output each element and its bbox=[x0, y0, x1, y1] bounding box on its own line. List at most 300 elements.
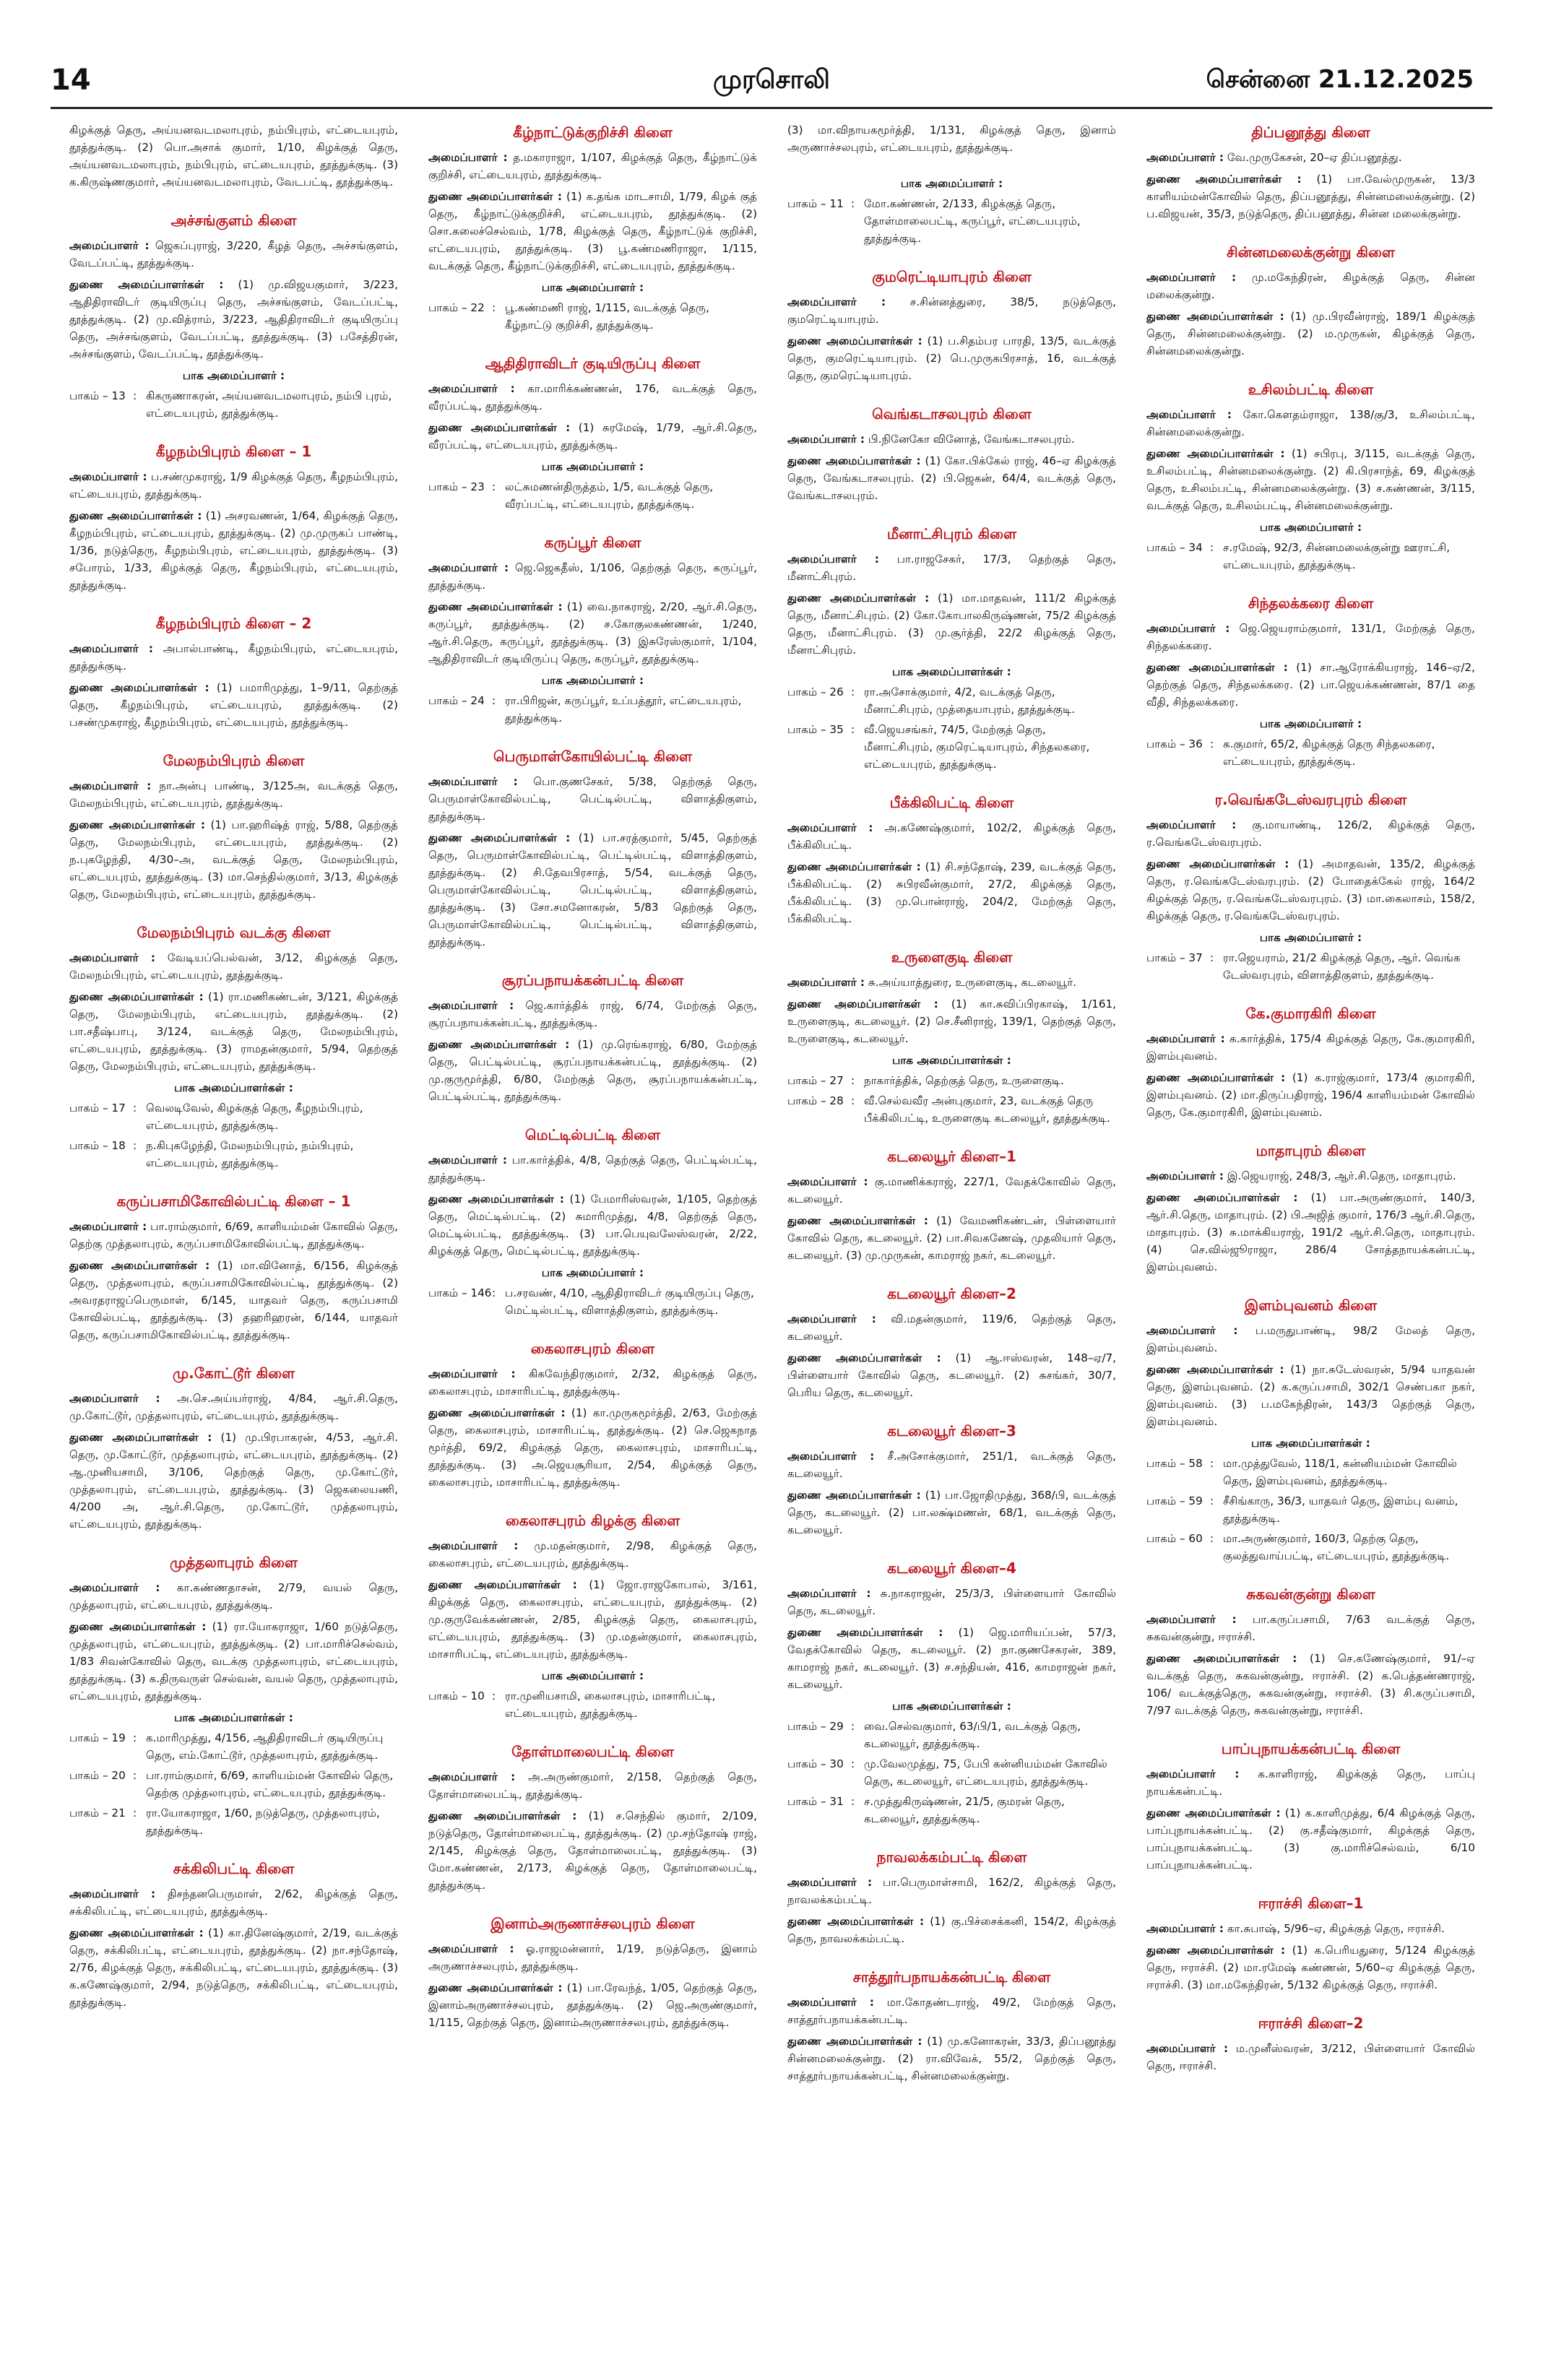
booth-number: பாகம் – 29 bbox=[787, 1720, 844, 1733]
organizer-name: ப.மருதுபாண்டி, 98/2 மேலத் தெரு, இளம்புவனம். bbox=[1146, 1324, 1475, 1354]
booth-name: பா.ராம்குமார், 6/69, காளியம்மன் கோவில் தெரு, தெற்கு முத்தலாபுரம், எட்டையபுரம், தூத்துக்குடி. bbox=[146, 1769, 394, 1799]
organizer-entry bbox=[1146, 1611, 1475, 1645]
page-header bbox=[0, 0, 1543, 101]
deputy-names: (1) மு.பிரபாகரன், 4/53, ஆர்.சி. தெரு, மு.கோட்டூர், முத்தலாபுரம், எட்டையபுரம், தூத்துக்குடி. (2) ஆ.முனியசாமி, 3/106, தெற்குத் தெரு, மு.கோட்டூர், முத்தலாபுரம், எட்டையபுரம், தூத்துக்குடி. (3) ஜெகலையணி, 4/200 அ, ஆர்.சி.தெரு, மு.கோட்டூர், முத்தலாபுரம், எட்டையபுரம், தூத்துக்குடி. bbox=[69, 1431, 398, 1531]
deputy-label: துணை அமைப்பாளர்கள் : bbox=[428, 1193, 564, 1206]
organizer-name: பா.கருப்பசாமி, 7/63 வடக்குத் தெரு, சுகவன்குன்று, ஈராச்சி. bbox=[1146, 1613, 1475, 1643]
branch-section bbox=[787, 946, 1116, 1127]
deputy-label: துணை அமைப்பாளர்கள் : bbox=[69, 1431, 212, 1444]
deputy-label: துணை அமைப்பாளர்கள் : bbox=[69, 990, 204, 1003]
booth-row bbox=[69, 387, 398, 422]
organizer-entry bbox=[787, 1585, 1116, 1619]
booth-name: ச.முத்துகிருஷ்ணன், 21/5, குமரன் தெரு, கடலையூர், தூத்துக்குடி. bbox=[864, 1795, 1065, 1825]
booth-number: பாகம் – 22 bbox=[428, 301, 485, 314]
organizer-name: கு.மாணிக்கராஜ், 227/1, வேதக்கோவில் தெரு, கடலையூர். bbox=[787, 1175, 1116, 1206]
organizer-entry bbox=[69, 237, 398, 272]
deputy-entry bbox=[787, 332, 1116, 384]
deputy-label: துணை அமைப்பாளர்கள் : bbox=[428, 1809, 577, 1822]
organizer-label: அமைப்பாளர் : bbox=[1146, 151, 1224, 164]
organizer-entry bbox=[428, 1365, 757, 1400]
booth-row bbox=[428, 1284, 757, 1319]
organizer-entry bbox=[69, 1579, 398, 1614]
deputy-label: துணை அமைப்பாளர்கள் : bbox=[787, 998, 938, 1011]
deputy-label: துணை அமைப்பாளர்கள் : bbox=[1146, 310, 1284, 323]
deputy-entry bbox=[428, 1036, 757, 1105]
continued-text: கிழக்குத் தெரு, அய்யனவடமலாபுரம், நம்பிபுரம், எட்டையபுரம், தூத்துக்குடி. (2) பொ.அசாக் குமார், 1/10, கிழக்குத் தெரு, அய்யனவடமலாபுரம், நம்பிபுரம், எட்டையபுரம், தூத்துக்குடி. (3) க.கிருஷ்ணகுமார், அய்யனவடமலாபுரம், வேடபட்டி, தூத்துக்குடி. bbox=[69, 124, 398, 189]
deputy-entry bbox=[69, 1257, 398, 1343]
booth-row bbox=[69, 1099, 398, 1134]
organizer-label: அமைப்பாளர் : bbox=[1146, 1767, 1240, 1780]
organizer-entry bbox=[69, 1390, 398, 1424]
deputy-entry bbox=[787, 1487, 1116, 1539]
branch-section bbox=[787, 1966, 1116, 2085]
deputy-names: (1) மா.மாதவன், 111/2 கிழக்குத் தெரு, மீனாட்சிபுரம். (2) கோ.கோபாலகிருஷ்ணன், 75/2 கிழக்குத் தெரு, மீனாட்சிபுரம். (3) மு.சூர்த்தி, 22/2 கிழக்குத் தெரு, மீனாட்சிபுரம். bbox=[787, 592, 1116, 657]
organizer-entry bbox=[69, 1885, 398, 1920]
booth-heading: பாக அமைப்பாளர் : bbox=[541, 460, 644, 473]
booth-name: க.மாரிமுத்து, 4/156, ஆதிதிராவிடர் குடியிருப்பு தெரு, எம்.கோட்டூர், முத்தலாபுரம், தூத்துக்குடி. bbox=[146, 1731, 384, 1762]
branch-title: கைலாசபுரம் கிழக்கு கிளை bbox=[505, 1512, 680, 1529]
header-divider bbox=[51, 107, 1492, 109]
branch-title: குமரெட்டியாபுரம் கிளை bbox=[872, 268, 1032, 285]
booth-number: பாகம் – 59 bbox=[1146, 1494, 1203, 1507]
deputy-label: துணை அமைப்பாளர்கள் : bbox=[69, 1620, 207, 1633]
booth-colon: : bbox=[1210, 1457, 1214, 1470]
organizer-name: இ.ஜெயராஜ், 248/3, ஆர்.சி.தெரு, மாதாபுரம். bbox=[1227, 1169, 1456, 1182]
organizer-label: அமைப்பாளர் : bbox=[1146, 1324, 1238, 1337]
organizer-label: அமைப்பாளர் : bbox=[69, 470, 147, 483]
branch-section bbox=[69, 209, 398, 422]
organizer-label: அமைப்பாளர் : bbox=[787, 295, 886, 308]
branch-title: தோள்மாலைபட்டி கிளை bbox=[511, 1743, 674, 1760]
booth-row bbox=[787, 195, 1116, 247]
booth-heading: பாக அமைப்பாளர்கள் : bbox=[174, 1711, 293, 1724]
booth-number: பாகம் – 24 bbox=[428, 694, 485, 707]
booth-row bbox=[428, 299, 757, 334]
branch-title: ர.வெங்கடேஸ்வரபுரம் கிளை bbox=[1214, 791, 1407, 808]
column-2 bbox=[428, 121, 757, 2360]
branch-title: மீனாட்சிபுரம் கிளை bbox=[886, 525, 1017, 542]
deputy-entry bbox=[787, 858, 1116, 927]
booth-colon: : bbox=[133, 1769, 137, 1782]
organizer-entry bbox=[69, 468, 398, 503]
deputy-entry bbox=[1146, 1361, 1475, 1430]
deputy-label: துணை அமைப்பாளர்கள் : bbox=[787, 454, 921, 467]
organizer-name: க.கார்த்திக், 175/4 கிழக்குத் தெரு, கே.குமாரகிரி, இளம்புவனம். bbox=[1146, 1032, 1475, 1063]
organizer-label: அமைப்பாளர் : bbox=[428, 999, 514, 1012]
branch-title: கீழநம்பிபுரம் கிளை – 2 bbox=[155, 615, 312, 632]
branch-title: உசிலம்பட்டி கிளை bbox=[1248, 381, 1374, 398]
deputy-label: துணை அமைப்பாளர்கள் : bbox=[787, 334, 922, 347]
branch-section bbox=[1146, 789, 1475, 984]
booth-name: வை.செல்வகுமார், 63/பி/1, வடக்குத் தெரு, கடலையூர், தூத்துக்குடி. bbox=[864, 1720, 1081, 1750]
deputy-names: (1) மு.பிரவீன்ராஜ், 189/1 கிழக்குத் தெரு, சின்னமலைக்குன்று. (2) ம.முருகன், கிழக்குத் தெரு, சின்னமலைக்குன்று. bbox=[1146, 310, 1475, 358]
booth-number: பாகம் – 19 bbox=[69, 1731, 126, 1744]
booth-row bbox=[787, 1793, 1116, 1827]
deputy-entry bbox=[787, 589, 1116, 659]
organizer-name: கா.கண்ணதாசன், 2/79, வயல் தெரு, முத்தலாபுரம், எட்டையபுரம், தூத்துக்குடி. bbox=[69, 1581, 398, 1611]
booth-heading: பாக அமைப்பாளர் : bbox=[541, 281, 644, 294]
organizer-name: அ.அருண்குமார், 2/158, தெற்குத் தெரு, தோள்மாலைபட்டி, தூத்துக்குடி. bbox=[428, 1770, 757, 1801]
booth-number: பாகம் – 18 bbox=[69, 1139, 126, 1152]
deputy-names: (1) பா.ஜோதிமுத்து, 368/பி, வடக்குத் தெரு, கடலையூர். (2) பா.லக்ஷ்மணன், 68/1, வடக்குத் தெரு, கடலையூர். bbox=[787, 1489, 1116, 1536]
organizer-entry bbox=[428, 997, 757, 1031]
news-columns bbox=[69, 121, 1479, 2360]
branch-title: சுகவன்குன்று கிளை bbox=[1246, 1585, 1375, 1603]
branch-section bbox=[69, 441, 398, 594]
branch-section bbox=[69, 1858, 398, 2011]
branch-section bbox=[428, 532, 757, 727]
deputy-names: (1) ஜெ.மாரியப்பன், 57/3, வேதக்கோவில் தெரு, கடலையூர். (2) நா.குணசேகரன், 389, காமராஜ் நகர், கடலையூர். (3) ச.சந்தியன், 416, காமராஜன் நகர், கடலையூர். bbox=[787, 1626, 1116, 1691]
organizer-label: அமைப்பாளர் : bbox=[1146, 1922, 1224, 1935]
deputy-entry bbox=[428, 1190, 757, 1260]
booth-row bbox=[1146, 1492, 1475, 1527]
booth-heading: பாக அமைப்பாளர் : bbox=[1259, 931, 1362, 944]
organizer-label: அமைப்பாளர் : bbox=[428, 151, 508, 164]
branch-title: பாப்புநாயக்கன்பட்டி கிளை bbox=[1221, 1740, 1401, 1757]
branch-section bbox=[787, 1557, 1116, 1827]
deputy-entry bbox=[428, 1576, 757, 1663]
booth-row bbox=[69, 1137, 398, 1172]
booth-name: க.குமார், 65/2, கிழக்குத் தெரு சிந்தலகரை, எட்டையபுரம், தூத்துக்குடி. bbox=[1223, 737, 1435, 768]
organizer-name: சு.அய்யாத்துரை, உருளைகுடி, கடலையூர். bbox=[868, 976, 1077, 989]
booth-row bbox=[1146, 539, 1475, 574]
deputy-entry bbox=[69, 1618, 398, 1705]
organizer-name: பா.பெருமாள்சாமி, 162/2, கிழக்குத் தெரு, நாவலக்கம்பட்டி. bbox=[787, 1876, 1116, 1906]
organizer-label: அமைப்பாளர் : bbox=[1146, 818, 1237, 831]
booth-heading: பாக அமைப்பாளர் : bbox=[900, 177, 1003, 190]
booth-name: நாகார்த்திக், தெற்குத் தெரு, உருளைகுடி. bbox=[864, 1074, 1064, 1087]
booth-row bbox=[787, 1755, 1116, 1790]
booth-number: பாகம் – 26 bbox=[787, 685, 844, 698]
deputy-names: (1) அமாதவன், 135/2, கிழக்குத் தெரு, ர.வெங்கடேஸ்வரபுரம். (2) போதைக்கேல் ராஜ், 164/2 கிழக்குத் தெரு, ர.வெங்கடேஸ்வரபுரம். (3) மா.கைலாசம், 158/2, கிழக்குத் தெரு, ர.வெங்கடேஸ்வரபுரம். bbox=[1146, 857, 1475, 922]
deputy-label: துணை அமைப்பாளர்கள் : bbox=[787, 1489, 921, 1502]
booth-colon: : bbox=[492, 301, 496, 314]
branch-section bbox=[428, 1741, 757, 1894]
branch-section bbox=[428, 352, 757, 513]
organizer-label: அமைப்பாளர் : bbox=[787, 433, 865, 446]
branch-section bbox=[1146, 1583, 1475, 1719]
dateline: சென்னை 21.12.2025 bbox=[1206, 65, 1474, 94]
booth-name: ந.கிபுகழேந்தி, மேலநம்பிபுரம், நம்பிபுரம், எட்டையபுரம், தூத்துக்குடி. bbox=[146, 1139, 354, 1169]
deputy-label: துணை அமைப்பாளர்கள் : bbox=[1146, 857, 1289, 870]
organizer-label: அமைப்பாளர் : bbox=[787, 1876, 873, 1889]
organizer-name: ப.சண்முகராஜ், 1/9 கிழக்குத் தெரு, கீழநம்பிபுரம், எட்டையபுரம், தூத்துக்குடி. bbox=[69, 470, 398, 501]
deputy-names: (1) செ.கணேஷ்குமார், 91/–ஏ வடக்குத் தெரு, சுகவன்குன்று, ஈராச்சி. (2) க.பெத்தண்ணராஜ், 106/ வடக்குத்தெரு, சுகவன்குன்று, ஈராச்சி. (3) சி.கருப்பசாமி, 7/97 வடக்குத் தெரு, சுகவன்குன்று, ஈராச்சி. bbox=[1146, 1652, 1475, 1717]
organizer-name: கு.மாயாண்டி, 126/2, கிழக்குத் தெரு, ர.வெங்கடேஸ்வரபுரம். bbox=[1146, 818, 1475, 849]
organizer-entry bbox=[787, 430, 1116, 448]
branch-section bbox=[787, 523, 1116, 773]
deputy-entry bbox=[428, 829, 757, 951]
organizer-name: ச.சின்னத்துரை, 38/5, நடுத்தெரு, குமரெட்டியாபுரம். bbox=[787, 295, 1116, 326]
booth-heading: பாக அமைப்பாளர்கள் : bbox=[892, 1700, 1011, 1713]
booth-number: பாகம் – 11 bbox=[787, 197, 844, 210]
organizer-name: கிகவேந்திரகுமார், 2/32, கிழக்குத் தெரு, கைலாசபுரம், மாசாரிபட்டி, தூத்துக்குடி. bbox=[428, 1367, 757, 1398]
deputy-names: (1) நா.சுடேஸ்வரன், 5/94 யாதவன் தெரு, இளம்புவனம். (2) க.கருப்பசாமி, 302/1 செண்பகா நகர், இளம்புவனம். (3) ப.மகேந்திரன், 143/3 தெற்குத் தெரு, இளம்புவனம். bbox=[1146, 1363, 1475, 1428]
booth-row bbox=[428, 1687, 757, 1722]
branch-section bbox=[69, 613, 398, 731]
branch-section bbox=[787, 1846, 1116, 1947]
deputy-names: (1) ப.சிதம்பர பாரதி, 13/5, வடக்குத் தெரு, குமரெட்டியாபுரம். (2) பெ.முருகபிரசாத், 16, வடக்குத் தெரு, குமரெட்டியாபுரம். bbox=[787, 334, 1116, 382]
organizer-entry bbox=[428, 1940, 757, 1975]
branch-title: மு.கோட்டூர் கிளை bbox=[172, 1364, 295, 1382]
booth-colon: : bbox=[851, 1795, 855, 1808]
branch-title: கடலையூர் கிளை–3 bbox=[887, 1422, 1016, 1440]
organizer-label: அமைப்பாளர் : bbox=[69, 1887, 156, 1900]
deputy-entry bbox=[69, 679, 398, 731]
branch-title: திப்பனூத்து கிளை bbox=[1251, 124, 1370, 141]
organizer-entry bbox=[787, 1994, 1116, 2028]
organizer-name: ம.முனீஸ்வரன், 3/212, பிள்ளையார் கோவில் தெரு, ஈராச்சி. bbox=[1146, 2042, 1475, 2072]
branch-title: ஆதிதிராவிடர் குடியிருப்பு கிளை bbox=[485, 355, 701, 372]
branch-section bbox=[69, 750, 398, 903]
branch-title: கே.குமாரகிரி கிளை bbox=[1245, 1005, 1376, 1022]
deputy-label: துணை அமைப்பாளர்கள் : bbox=[787, 592, 930, 605]
booth-colon: : bbox=[133, 1806, 137, 1819]
booth-colon: : bbox=[851, 723, 855, 736]
booth-number: பாகம் – 20 bbox=[69, 1769, 126, 1782]
organizer-entry bbox=[1146, 2040, 1475, 2074]
branch-section bbox=[69, 1552, 398, 1839]
deputy-entry bbox=[787, 995, 1116, 1047]
organizer-name: ஜெ.ஜெயராம்குமார், 131/1, மேற்குத் தெரு, சிந்தலக்கரை. bbox=[1146, 622, 1475, 652]
booth-colon: : bbox=[492, 694, 496, 707]
branch-section bbox=[1146, 378, 1475, 574]
booth-name: மோ.கண்ணன், 2/133, கிழக்குத் தெரு, தோள்மாலைபட்டி, கருப்பூர், எட்டையபுரம், தூத்துக்குடி. bbox=[864, 197, 1081, 245]
deputy-label: துணை அமைப்பாளர்கள் : bbox=[428, 1406, 566, 1419]
booth-name: மு.வேலமுத்து, 75, பேபி கன்னியம்மன் கோவில் தெரு, கடலையூர், எட்டையபுரம், தூத்துக்குடி. bbox=[864, 1757, 1107, 1788]
deputy-label: துணை அமைப்பாளர்கள் : bbox=[69, 1926, 204, 1939]
organizer-label: அமைப்பாளர் : bbox=[69, 951, 155, 964]
booth-name: ரா.யோகராஜா, 1/60, நடுத்தெரு, முத்தலாபுரம், தூத்துக்குடி. bbox=[146, 1806, 380, 1837]
booth-number: பாகம் – 21 bbox=[69, 1806, 126, 1819]
organizer-label: அமைப்பாளர் : bbox=[69, 1220, 147, 1233]
booth-name: ரா.அசோக்குமார், 4/2, வடக்குத் தெரு, மீனாட்சிபுரம், முத்தையாபுரம், தூத்துக்குடி. bbox=[864, 685, 1076, 716]
branch-title: சக்கிலிபட்டி கிளை bbox=[173, 1860, 295, 1877]
organizer-label: அமைப்பாளர் : bbox=[69, 779, 152, 792]
booth-number: பாகம் – 27 bbox=[787, 1074, 844, 1087]
continued-text: (3) மா.விநாயகமூர்த்தி, 1/131, கிழக்குத் தெரு, இனாம் அருணாச்சலபுரம், எட்டையபுரம், தூத்துக்குடி. bbox=[787, 124, 1116, 154]
deputy-entry bbox=[1146, 1650, 1475, 1719]
branch-title: கருப்பசாமிகோவில்பட்டி கிளை – 1 bbox=[116, 1193, 351, 1210]
organizer-label: அமைப்பாளர் : bbox=[787, 1996, 874, 2009]
branch-title: வெங்கடாசலபுரம் கிளை bbox=[872, 405, 1032, 423]
deputy-names: (1) க.பெரியதுரை, 5/124 கிழக்குத் தெரு, ஈராச்சி. (2) மா.ரமேஷ் கண்ணன், 5/60–ஏ கிழக்குத் தெரு, ஈராச்சி. (3) மா.மகேந்திரன், 5/132 கிழக்குத் தெரு, ஈராச்சி. bbox=[1146, 1944, 1475, 1991]
deputy-entry bbox=[428, 1979, 757, 2031]
booth-colon: : bbox=[492, 480, 496, 493]
booth-name: ரா.ஜெயராம், 21/2 கிழக்குத் தெரு, ஆர். வெங்க டேஸ்வரபுரம், விளாத்திகுளம், தூத்துக்குடி. bbox=[1223, 951, 1461, 982]
organizer-label: அமைப்பாளர் : bbox=[1146, 1613, 1237, 1626]
deputy-entry bbox=[787, 2033, 1116, 2085]
booth-heading: பாக அமைப்பாளர்கள் : bbox=[892, 665, 1011, 678]
branch-section bbox=[428, 1124, 757, 1319]
deputy-names: (1) மு.ரெங்கராஜ், 6/80, மேற்குத் தெரு, பெட்டில்பட்டி, சூரப்பநாயக்கன்பட்டி, தூத்துக்குடி. (2) மு.குருமூர்த்தி, 6/80, மேற்குத் தெரு, சூரப்பநாயக்கன்பட்டி, பெட்டில்பட்டி, தூத்துக்குடி. bbox=[428, 1038, 757, 1103]
branch-section bbox=[1146, 2012, 1475, 2074]
organizer-entry bbox=[1146, 816, 1475, 851]
deputy-label: துணை அமைப்பாளர்கள் : bbox=[428, 1038, 570, 1051]
deputy-entry bbox=[69, 988, 398, 1075]
branch-section bbox=[69, 1190, 398, 1343]
organizer-entry bbox=[787, 550, 1116, 585]
organizer-entry bbox=[69, 949, 398, 984]
deputy-label: துணை அமைப்பாளர்கள் : bbox=[69, 681, 209, 694]
organizer-entry bbox=[428, 1151, 757, 1186]
organizer-entry bbox=[69, 640, 398, 675]
deputy-names: (1) சுரமேஷ், 1/79, ஆர்.சி.தெரு, வீரப்பட்டி, எட்டையபுரம், தூத்துக்குடி. bbox=[428, 421, 757, 451]
branch-section bbox=[1146, 121, 1475, 222]
organizer-label: அமைப்பாளர் : bbox=[69, 1581, 160, 1594]
booth-name: மா.முத்துவேல், 118/1, கன்னியம்மன் கோவில் தெரு, இளம்புவனம், தூத்துக்குடி. bbox=[1223, 1457, 1457, 1487]
deputy-entry bbox=[1146, 1804, 1475, 1874]
organizer-entry bbox=[69, 1218, 398, 1252]
branch-title: கருப்பூர் கிளை bbox=[544, 534, 641, 551]
branch-section bbox=[428, 1338, 757, 1491]
branch-title: இனாம்அருணாச்சலபுரம் கிளை bbox=[490, 1915, 695, 1932]
organizer-entry bbox=[787, 974, 1116, 991]
branch-section bbox=[1146, 1294, 1475, 1565]
organizer-name: நா.அன்பு பாண்டி, 3/125அ, வடக்குத் தெரு, மேலநம்பிபுரம், எட்டையபுரம், தூத்துக்குடி. bbox=[69, 779, 398, 810]
organizer-name: கா.சுபாஷ், 5/96–ஏ, கிழக்குத் தெரு, ஈராச்சி. bbox=[1227, 1922, 1445, 1935]
deputy-names: (1) கா.தினேஷ்குமார், 2/19, வடக்குத் தெரு, சக்கிலிபட்டி, எட்டையபுரம், தூத்துக்குடி. (2) நா.சந்தோஷ், 2/76, கிழக்குத் தெரு, சக்கிலிபட்டி, எட்டையபுரம், தூத்துக்குடி. (3) க.கணேஷ்குமார், 2/94, நடுத்தெரு, சக்கிலிபட்டி, எட்டையபுரம், தூத்துக்குடி. bbox=[69, 1926, 398, 2009]
organizer-name: வேடியப்பெல்வன், 3/12, கிழக்குத் தெரு, மேலநம்பிபுரம், எட்டையபுரம், தூத்துக்குடி. bbox=[69, 951, 398, 982]
deputy-names: (1) ஆ.ஈஸ்வரன், 148–ஏ/7, பிள்ளையார் கோவில் தெரு, கடலையூர். (2) சுசங்கர், 30/7, பெரிய தெரு, கடலையூர். bbox=[787, 1351, 1116, 1399]
deputy-entry bbox=[69, 1429, 398, 1533]
organizer-label: அமைப்பாளர் : bbox=[428, 1942, 514, 1955]
organizer-name: ஓ.ராஜமன்னார், 1/19, நடுத்தெரு, இனாம் அருணாச்சலபுரம், தூத்துக்குடி. bbox=[428, 1942, 757, 1973]
organizer-entry bbox=[787, 1310, 1116, 1345]
deputy-label: துணை அமைப்பாளர்கள் : bbox=[787, 860, 921, 873]
deputy-entry bbox=[69, 816, 398, 903]
booth-colon: : bbox=[133, 1731, 137, 1744]
branch-section bbox=[787, 175, 1116, 247]
deputy-label: துணை அமைப்பாளர்கள் : bbox=[1146, 1071, 1286, 1084]
organizer-entry bbox=[787, 1874, 1116, 1908]
deputy-label: துணை அமைப்பாளர்கள் : bbox=[428, 190, 562, 203]
branch-section bbox=[787, 403, 1116, 504]
branch-section bbox=[787, 1283, 1116, 1401]
organizer-name: பா.ராம்குமார், 6/69, காளியம்மன் கோவில் தெரு, தெற்கு முத்தலாபுரம், கருப்பசாமிகோவில்பட்டி, தூத்துக்குடி. bbox=[69, 1220, 398, 1250]
branch-title: சின்னமலைக்குன்று கிளை bbox=[1227, 243, 1395, 261]
booth-number: பாகம் – 10 bbox=[428, 1689, 485, 1702]
booth-heading: பாக அமைப்பாளர்கள் : bbox=[174, 1081, 293, 1094]
booth-number: பாகம் – 13 bbox=[69, 389, 126, 402]
organizer-label: அமைப்பாளர் : bbox=[428, 1539, 519, 1552]
deputy-entry bbox=[428, 188, 757, 274]
deputy-entry bbox=[1146, 855, 1475, 925]
branch-title: நாவலக்கம்பட்டி கிளை bbox=[876, 1848, 1027, 1866]
branch-title: சிந்தலக்கரை கிளை bbox=[1248, 594, 1374, 612]
organizer-entry bbox=[428, 773, 757, 825]
organizer-entry bbox=[1146, 1765, 1475, 1800]
deputy-names: (1) கா.சுவிப்பிரகாஷ், 1/161, உருளைகுடி, கடலையூர். (2) செ.சீனிராஜ், 139/1, தெற்குத் தெரு, உருளைகுடி, கடலையூர். bbox=[787, 998, 1116, 1045]
branch-title: கடலையூர் கிளை–1 bbox=[887, 1148, 1016, 1165]
organizer-name: க.காளிராஜ், கிழக்குத் தெரு, பாப்பு நாயக்கன்பட்டி. bbox=[1146, 1767, 1475, 1798]
branch-section bbox=[1146, 1738, 1475, 1874]
organizer-label: அமைப்பாளர் : bbox=[428, 561, 509, 574]
booth-row bbox=[1146, 949, 1475, 984]
organizer-entry bbox=[428, 1537, 757, 1572]
organizer-label: அமைப்பாளர் : bbox=[428, 1770, 516, 1783]
branch-section bbox=[1146, 592, 1475, 770]
booth-colon: : bbox=[133, 1102, 137, 1115]
booth-number: பாகம் – 36 bbox=[1146, 737, 1203, 750]
branch-title: கடலையூர் கிளை–4 bbox=[887, 1559, 1016, 1577]
organizer-label: அமைப்பாளர் : bbox=[787, 976, 865, 989]
branch-title: கைலாசபுரம் கிளை bbox=[530, 1340, 655, 1357]
organizer-name: பி.நினேகோ வினோத், வேங்கடாசலபுரம். bbox=[868, 433, 1075, 446]
organizer-entry bbox=[428, 559, 757, 594]
booth-number: பாகம் – 37 bbox=[1146, 951, 1203, 964]
deputy-names: (1) பா.சரத்குமார், 5/45, தெற்குத் தெரு, பெருமாள்கோவில்பட்டி, பெட்டில்பட்டி, விளாத்திகுளம், தூத்துக்குடி. (2) சி.தேவபிரசாத், 5/54, வடக்குத் தெரு, பெருமாள்கோவில்பட்டி, பெட்டில்பட்டி, விளாத்திகுளம், தூத்துக்குடி. (3) சோ.சமனோகரன், 5/83 தெற்குத் தெரு, பெருமாள்கோவில்பட்டி, பெட்டில்பட்டி, விளாத்திகுளம், தூத்துக்குடி. bbox=[428, 831, 757, 948]
deputy-names: (1) மு.விஜயகுமார், 3/223, ஆதிதிராவிடர் குடியிருப்பு தெரு, அச்சங்குளம், வேடப்பட்டி, தூத்துக்குடி. (2) மு.வித்ராம், 3/223, ஆதிதிராவிடர் குடியிருப்பு தெரு, அச்சங்குளம், வேடப்பட்டி, தூத்துக்குடி. (3) பசேத்திரன், அச்சங்குளம், வேடப்பட்டி, தூத்துக்குடி. bbox=[69, 278, 398, 360]
organizer-entry bbox=[1146, 1920, 1475, 1937]
deputy-label: துணை அமைப்பாளர்கள் : bbox=[1146, 447, 1285, 460]
deputy-label: துணை அமைப்பாளர்கள் : bbox=[787, 1915, 925, 1928]
organizer-name: அ.செ.அய்யர்ராஜ், 4/84, ஆர்.சி.தெரு, மு.கோட்டூர், முத்தலாபுரம், எட்டையபுரம், தூத்துக்குடி. bbox=[69, 1392, 398, 1422]
booth-number: பாகம் – 35 bbox=[787, 723, 844, 736]
organizer-label: அமைப்பாளர் : bbox=[1146, 271, 1237, 284]
branch-section bbox=[1146, 241, 1475, 360]
branch-section bbox=[787, 1146, 1116, 1264]
branch-section bbox=[69, 1362, 398, 1533]
organizer-label: அமைப்பாளர் : bbox=[69, 642, 153, 655]
booth-colon: : bbox=[133, 1139, 137, 1152]
column-1 bbox=[69, 121, 398, 2360]
organizer-name: வி.மதன்குமார், 119/6, தெற்குத் தெரு, கடலையூர். bbox=[787, 1312, 1116, 1343]
branch-section bbox=[428, 745, 757, 951]
booth-colon: : bbox=[1210, 1494, 1214, 1507]
deputy-names: (1) பா.ஹரிஷ்த் ராஜ், 5/88, தெற்குத் தெரு, மேலநம்பிபுரம், எட்டையபுரம், தூத்துக்குடி. (2) ந.புகழேந்தி, 4/30–அ, வடக்குத் தெரு, மேலநம்பிபுரம், எட்டையபுரம், தூத்துக்குடி. (3) மா.செந்தில்குமார், 3/13, கிழக்குத் தெரு, மேலநம்பிபுரம், எட்டையபுரம், தூத்துக்குடி. bbox=[69, 818, 398, 901]
deputy-names: (1) மு.கனோகரன், 33/3, திப்பனூத்து சின்னமலைக்குன்று. (2) ரா.விவேக், 55/2, தெற்குத் தெரு, சாத்தூர்பநாயக்கன்பட்டி, சின்னமலைக்குன்று. bbox=[787, 2035, 1116, 2082]
booth-colon: : bbox=[851, 197, 855, 210]
deputy-names: (1) கா.முருகமூர்த்தி, 2/63, மேற்குத் தெரு, கைலாசபுரம், மாசாரிபட்டி, தூத்துக்குடி. (2) செ.ஜெகநாத மூர்த்தி, 69/2, கிழக்குத் தெரு, கைலாசபுரம், மாசாரிபட்டி, தூத்துக்குடி. (3) அ.ஜெயசூரியா, 2/54, கிழக்குத் தெரு, கைலாசபுரம், மாசாரிபட்டி, தூத்துக்குடி. bbox=[428, 1406, 757, 1489]
branch-title: கீழ்நாட்டுக்குறிச்சி கிளை bbox=[513, 124, 673, 141]
deputy-label: துணை அமைப்பாளர்கள் : bbox=[428, 1578, 577, 1591]
booth-row bbox=[787, 1092, 1116, 1127]
deputy-label: துணை அமைப்பாளர்கள் : bbox=[787, 2035, 922, 2048]
organizer-entry bbox=[1146, 406, 1475, 441]
booth-name: வீ.ஜெயசங்கர், 74/5, மேற்குத் தெரு, மீனாட்சிபுரம், குமரெட்டியாபுரம், சிந்தலகரை, எட்டையபுரம், தூத்துக்குடி. bbox=[864, 723, 1090, 771]
deputy-names: (1) அசரவணன், 1/64, கிழக்குத் தெரு, கீழநம்பிபுரம், எட்டையபுரம், தூத்துக்குடி. (2) மு.முருகப் பாண்டி, 1/36, நடுத்தெரு, கீழநம்பிபுரம், எட்டையபுரம், தூத்துக்குடி. (3) சபோரம், 1/33, கிழக்குத் தெரு, கீழநம்பிபுரம், எட்டையபுரம், தூத்துக்குடி. bbox=[69, 509, 398, 592]
deputy-entry bbox=[428, 1807, 757, 1894]
booth-number: பாகம் – 23 bbox=[428, 480, 485, 493]
deputy-names: (1) வை.நாகராஜ், 2/20, ஆர்.சி.தெரு, கருப்பூர், தூத்துக்குடி. (2) ச.கோகுலகண்ணன், 1/240, ஆர்.சி.தெரு, கருப்பூர், தூத்துக்குடி. (3) இசுரேஸ்குமார், 1/104, ஆதிதிராவிடர் குடியிருப்பு தெரு, கருப்பூர், தூத்துக்குடி. bbox=[428, 600, 757, 665]
deputy-label: துணை அமைப்பாளர்கள் : bbox=[69, 818, 205, 831]
deputy-names: (1) கோ.பிக்கேல் ராஜ், 46–ஏ கிழக்குத் தெரு, வேங்கடாசலபுரம். (2) பி.ஜெகன், 64/4, வடக்குத் தெரு, வேங்கடாசலபுரம். bbox=[787, 454, 1116, 502]
organizer-label: அமைப்பாளர் : bbox=[1146, 2042, 1229, 2055]
organizer-label: அமைப்பாளர் : bbox=[787, 1312, 876, 1325]
organizer-entry bbox=[1146, 1030, 1475, 1065]
booth-row bbox=[1146, 1455, 1475, 1489]
organizer-label: அமைப்பாளர் : bbox=[1146, 1169, 1224, 1182]
deputy-label: துணை அமைப்பாளர்கள் : bbox=[787, 1626, 943, 1639]
deputy-label: துணை அமைப்பாளர்கள் : bbox=[428, 421, 571, 434]
organizer-label: அமைப்பாளர் : bbox=[428, 775, 518, 788]
organizer-label: அமைப்பாளர் : bbox=[428, 382, 515, 395]
deputy-label: துணை அமைப்பாளர்கள் : bbox=[1146, 1944, 1286, 1957]
branch-title: சாத்தூர்பநாயக்கன்பட்டி கிளை bbox=[852, 1968, 1051, 1986]
deputy-label: துணை அமைப்பாளர்கள் : bbox=[69, 278, 224, 291]
deputy-names: (1) ச.செந்தில் குமார், 2/109, நடுத்தெரு, தோள்மாலைபட்டி, தூத்துக்குடி. (2) மு.சந்தோஷ் ராஜ், 2/145, கிழக்குத் தெரு, தோள்மாலைபட்டி, தூத்துக்குடி. (3) மோ.கண்ணன், 2/173, கிழக்குத் தெரு, தோள்மாலைபட்டி, தூத்துக்குடி. bbox=[428, 1809, 757, 1892]
booth-colon: : bbox=[851, 1074, 855, 1087]
branch-section bbox=[1146, 1003, 1475, 1121]
booth-colon: : bbox=[851, 1757, 855, 1770]
deputy-entry bbox=[787, 1349, 1116, 1401]
organizer-name: திசந்தனபெருமாள், 2/62, கிழக்குத் தெரு, சக்கிலிபட்டி, எட்டையபுரம், தூத்துக்குடி. bbox=[69, 1887, 398, 1918]
branch-title: ஈராச்சி கிளை–2 bbox=[1258, 2015, 1364, 2032]
organizer-name: ஜெ.கார்த்திக் ராஜ், 6/74, மேற்குத் தெரு, சூரப்பநாயக்கன்பட்டி, தூத்துக்குடி. bbox=[428, 999, 757, 1029]
booth-heading: பாக அமைப்பாளர் : bbox=[541, 1266, 644, 1279]
organizer-entry bbox=[428, 149, 757, 183]
